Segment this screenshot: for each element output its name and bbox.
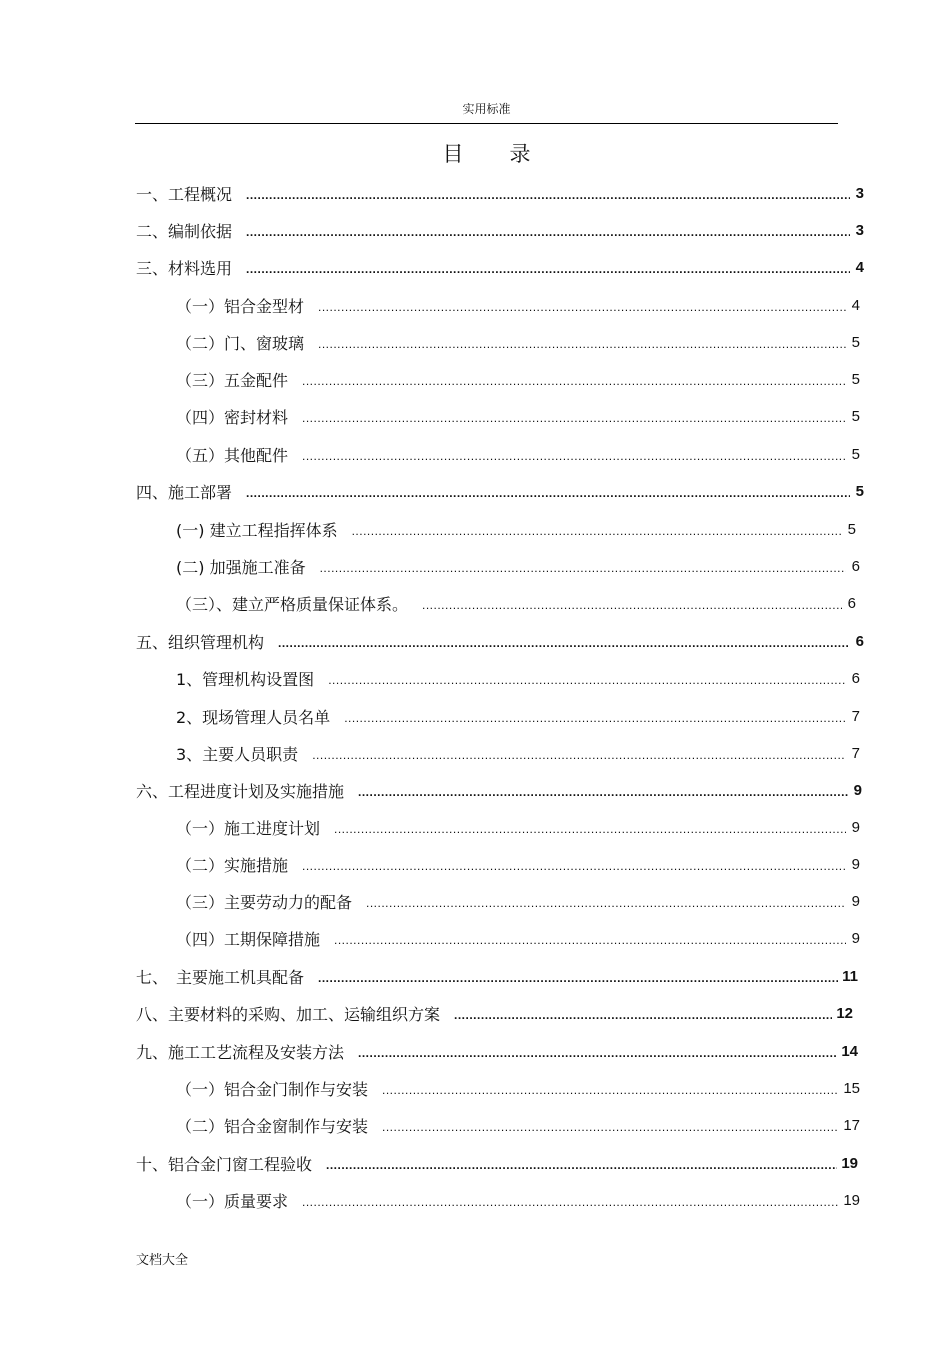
toc-entry-page: 11 bbox=[842, 967, 858, 985]
toc-entry-label: （二）铝合金窗制作与安装 bbox=[176, 1116, 369, 1136]
toc-leader-dots bbox=[318, 337, 846, 351]
toc-leader-dots bbox=[318, 971, 838, 985]
toc-entry-page: 5 bbox=[851, 370, 860, 388]
toc-leader-dots bbox=[328, 673, 846, 687]
toc-leader-dots bbox=[302, 411, 846, 425]
toc-entry-page: 15 bbox=[843, 1079, 860, 1097]
toc-entry[interactable] bbox=[176, 1075, 860, 1101]
toc-entry-page: 6 bbox=[851, 557, 860, 575]
toc-entry-page: 9 bbox=[851, 892, 860, 910]
toc-entry-page: 7 bbox=[851, 744, 860, 762]
toc-entry[interactable] bbox=[136, 217, 864, 243]
toc-leader-dots bbox=[334, 933, 846, 947]
toc-leader-dots bbox=[302, 449, 846, 463]
toc-entry-page: 4 bbox=[855, 258, 864, 276]
toc-title bbox=[135, 138, 838, 168]
toc-entry[interactable] bbox=[176, 366, 860, 392]
toc-leader-dots bbox=[246, 225, 850, 239]
toc-entry[interactable] bbox=[176, 553, 860, 579]
toc-entry[interactable] bbox=[176, 590, 856, 616]
toc-entry-label: （三）主要劳动力的配备 bbox=[176, 892, 353, 912]
toc-entry-label: 1、管理机构设置图 bbox=[176, 669, 315, 689]
toc-entry-page: 7 bbox=[851, 707, 860, 725]
toc-entry[interactable] bbox=[176, 1112, 860, 1138]
toc-entry-label: （一）铝合金型材 bbox=[176, 296, 305, 316]
toc-entry-label: （五）其他配件 bbox=[176, 445, 289, 465]
toc-entry[interactable] bbox=[176, 403, 860, 429]
toc-entry[interactable] bbox=[176, 516, 856, 542]
toc-title-right: 录 bbox=[509, 142, 531, 166]
toc-entry[interactable] bbox=[176, 703, 860, 729]
toc-leader-dots bbox=[422, 598, 842, 612]
toc-entry[interactable] bbox=[176, 814, 860, 840]
toc-entry[interactable] bbox=[176, 1187, 860, 1213]
toc-entry[interactable] bbox=[136, 777, 862, 803]
toc-entry[interactable] bbox=[176, 851, 860, 877]
toc-entry-label: （四）密封材料 bbox=[176, 407, 289, 427]
toc-entry-label: 一、工程概况 bbox=[136, 184, 233, 204]
toc-entry-page: 6 bbox=[847, 594, 856, 612]
toc-entry-label: 四、施工部署 bbox=[136, 482, 233, 502]
toc-entry-page: 5 bbox=[851, 333, 860, 351]
toc-entry[interactable] bbox=[136, 1038, 858, 1064]
toc-entry-label: （四）工期保障措施 bbox=[176, 929, 321, 949]
toc-entry-page: 19 bbox=[841, 1154, 858, 1172]
toc-entry-page: 5 bbox=[851, 407, 860, 425]
toc-entry-label: (一) 建立工程指挥体系 bbox=[176, 520, 338, 540]
toc-entry-label: (二) 加强施工准备 bbox=[176, 557, 306, 577]
toc-leader-dots bbox=[302, 374, 846, 388]
toc-entry-page: 12 bbox=[836, 1004, 853, 1022]
toc-leader-dots bbox=[302, 1195, 839, 1209]
toc-entry[interactable] bbox=[136, 254, 864, 280]
toc-entry[interactable] bbox=[176, 292, 860, 318]
toc-leader-dots bbox=[366, 896, 846, 910]
toc-entry[interactable] bbox=[176, 329, 860, 355]
toc-leader-dots bbox=[246, 486, 850, 500]
toc-entry[interactable] bbox=[176, 665, 860, 691]
toc-entry[interactable] bbox=[176, 441, 860, 467]
toc-entry-page: 17 bbox=[843, 1116, 860, 1134]
toc-entry-label: （二）门、窗玻璃 bbox=[176, 333, 305, 353]
toc-entry-label: 十、铝合金门窗工程验收 bbox=[136, 1154, 313, 1174]
toc-entry-label: 2、现场管理人员名单 bbox=[176, 707, 331, 727]
toc-entry-page: 5 bbox=[855, 482, 864, 500]
toc-entry-label: （二）实施措施 bbox=[176, 855, 289, 875]
toc-entry-label: 三、材料选用 bbox=[136, 258, 233, 278]
page-header: 实用标准 bbox=[462, 102, 511, 116]
page-footer: 文档大全 bbox=[136, 1253, 189, 1268]
toc-leader-dots bbox=[382, 1083, 839, 1097]
toc-entry-page: 6 bbox=[855, 632, 864, 650]
toc-entry[interactable] bbox=[136, 1150, 858, 1176]
toc-entry[interactable] bbox=[136, 180, 864, 206]
toc-entry-label: 九、施工工艺流程及安装方法 bbox=[136, 1042, 345, 1062]
toc-entry-label: （三）五金配件 bbox=[176, 370, 289, 390]
toc-entry-label: （三）、建立严格质量保证体系。 bbox=[176, 594, 409, 614]
toc-leader-dots bbox=[358, 785, 848, 799]
toc-leader-dots bbox=[318, 300, 846, 314]
toc-leader-dots bbox=[358, 1046, 837, 1060]
toc-leader-dots bbox=[352, 524, 842, 538]
toc-leader-dots bbox=[278, 636, 850, 650]
toc-leader-dots bbox=[344, 711, 846, 725]
toc-entry-label: 五、组织管理机构 bbox=[136, 632, 265, 652]
toc-entry-label: （一）铝合金门制作与安装 bbox=[176, 1079, 369, 1099]
toc-entry-page: 5 bbox=[847, 520, 856, 538]
toc-entry-label: 3、主要人员职责 bbox=[176, 744, 299, 764]
toc-entry-page: 4 bbox=[851, 296, 860, 314]
toc-entry-label: 六、工程进度计划及实施措施 bbox=[136, 781, 345, 801]
toc-leader-dots bbox=[454, 1008, 832, 1022]
toc-leader-dots bbox=[302, 859, 846, 873]
toc-entry-page: 3 bbox=[855, 184, 864, 202]
toc-entry-page: 5 bbox=[851, 445, 860, 463]
toc-entry-label: （一）质量要求 bbox=[176, 1191, 289, 1211]
toc-entry-label: 七、 主要施工机具配备 bbox=[136, 967, 305, 987]
toc-entry[interactable] bbox=[136, 1000, 853, 1026]
toc-entry-label: 八、主要材料的采购、加工、运输组织方案 bbox=[136, 1004, 441, 1024]
toc-leader-dots bbox=[334, 822, 846, 836]
toc-leader-dots bbox=[320, 561, 846, 575]
toc-entry-page: 9 bbox=[851, 929, 860, 947]
header-rule bbox=[135, 123, 838, 124]
toc-entry-label: 二、编制依据 bbox=[136, 221, 233, 241]
toc-entry[interactable] bbox=[176, 740, 860, 766]
toc-entry-page: 9 bbox=[851, 818, 860, 836]
toc-entry-page: 9 bbox=[853, 781, 862, 799]
toc-entry[interactable] bbox=[136, 628, 864, 654]
toc-leader-dots bbox=[246, 188, 850, 202]
toc-entry[interactable] bbox=[136, 478, 864, 504]
toc-leader-dots bbox=[382, 1120, 839, 1134]
toc-leader-dots bbox=[312, 748, 846, 762]
toc-entry-page: 14 bbox=[841, 1042, 858, 1060]
toc-entry[interactable] bbox=[176, 888, 860, 914]
toc-entry-label: （一）施工进度计划 bbox=[176, 818, 321, 838]
toc-entry[interactable] bbox=[176, 925, 860, 951]
toc-entry-page: 6 bbox=[851, 669, 860, 687]
toc-entry-page: 9 bbox=[851, 855, 860, 873]
toc-leader-dots bbox=[326, 1158, 837, 1172]
toc-title-left: 目 bbox=[442, 142, 464, 166]
toc-entry-page: 19 bbox=[843, 1191, 860, 1209]
toc-leader-dots bbox=[246, 262, 850, 276]
toc-entry[interactable] bbox=[136, 963, 858, 989]
toc-entry-page: 3 bbox=[855, 221, 864, 239]
